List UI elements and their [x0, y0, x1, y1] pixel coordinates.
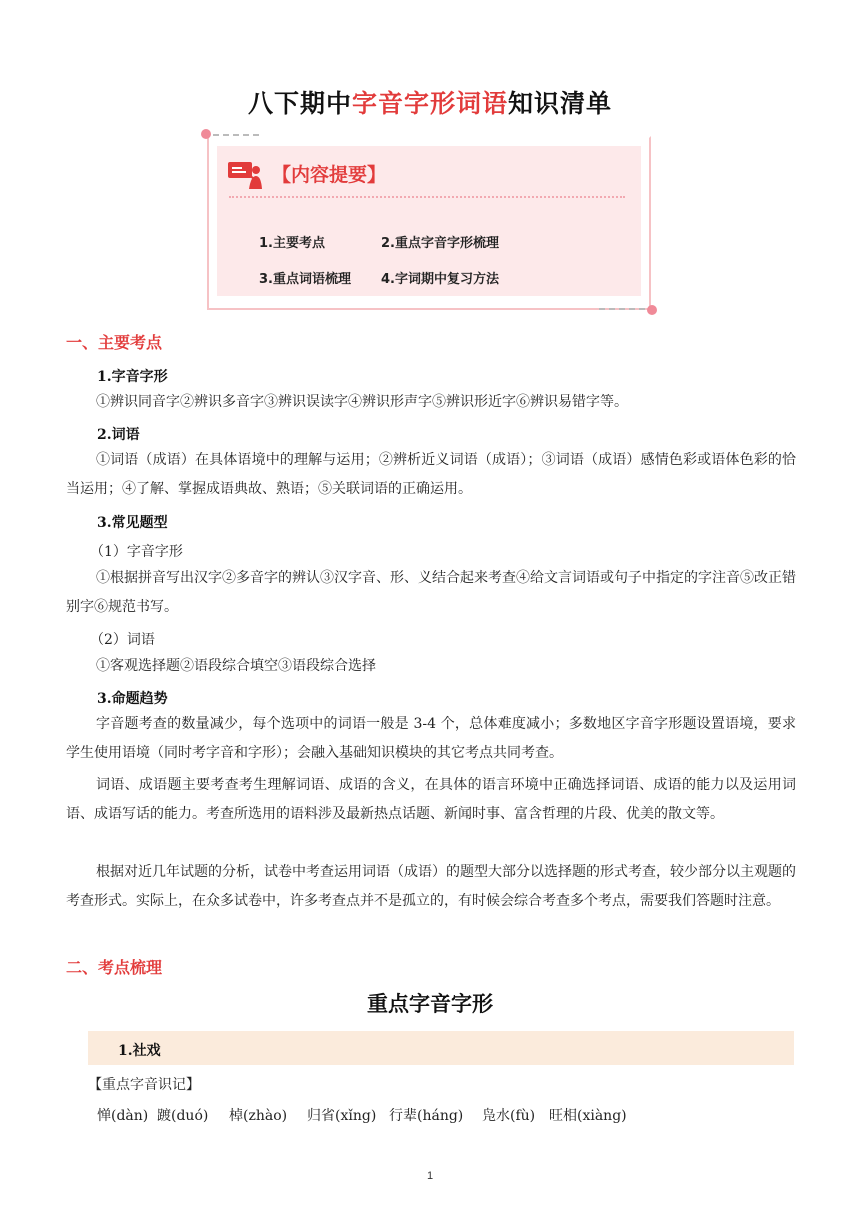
- paragraph: ①客观选择题②语段综合填空③语段综合选择: [96, 658, 376, 674]
- paragraph: ①辨识同音字②辨识多音字③辨识误读字④辨识形声字⑤辨识形近字⑥辨识易错字等。: [96, 394, 628, 410]
- page-title: [0, 84, 860, 120]
- toc-item: 3.重点词语梳理: [259, 272, 351, 287]
- word-item: 棹(zhào): [229, 1108, 288, 1124]
- paragraph: 词语、成语题主要考查考生理解词语、成语的含义，在具体的语言环境中正确选择词语、成语的能力以及运用词语、成语写话的能力。考查所选用的语料涉及最新热点话题、新闻时事、富含哲理的片段、优美的散文等。: [66, 777, 796, 822]
- subsection-title: 2.词语: [97, 427, 140, 443]
- word-item: 旺相(xiàng): [549, 1108, 627, 1124]
- page-number: 1: [426, 1170, 434, 1182]
- paragraph: 字音题考查的数量减少，每个选项中的词语一般是 3-4 个，总体难度减小；多数地区字音字形题设置语境，要求学生使用语境（同时考字音和字形）；会融入基础知识模块的其它考点共同考查。: [66, 716, 796, 761]
- title-part: 八下期中: [247, 89, 352, 118]
- memo-label: 【重点字音识记】: [88, 1077, 200, 1093]
- question-type-label: （1）字音字形: [90, 544, 183, 560]
- paragraph: 根据对近几年试题的分析，试卷中考查运用词语（成语）的题型大部分以选择题的形式考查，较少部分以主观题的考查形式。实际上，在众多试卷中，许多考查点并不是孤立的，有时候会综合考查多个考点，需要我们答题时注意。: [66, 864, 796, 909]
- lesson-title: 1.社戏: [118, 1043, 161, 1059]
- dashed-line: [599, 308, 645, 310]
- decor-dot: [201, 129, 211, 139]
- paragraph: ①词语（成语）在具体语境中的理解与运用；②辨析近义词语（成语）；③词语（成语）感情色彩或语体色彩的恰当运用；④了解、掌握成语典故、熟语；⑤关联词语的正确运用。: [66, 452, 796, 497]
- presenter-icon: [227, 160, 263, 190]
- summary-panel: [217, 146, 641, 296]
- lesson-band: [88, 1031, 794, 1065]
- toc-item: 1.主要考点: [259, 236, 325, 251]
- content-summary-box: [203, 132, 655, 312]
- subsection-title: 3.命题趋势: [97, 691, 168, 707]
- paragraph: ①根据拼音写出汉字②多音字的辨认③汉字音、形、义结合起来考查④给文言词语或句子中指定的字注音⑤改正错别字⑥规范书写。: [66, 570, 796, 615]
- title-part: 知识清单: [508, 89, 613, 118]
- word-item: 惮(dàn): [97, 1108, 149, 1124]
- word-item: 踱(duó): [157, 1108, 209, 1124]
- word-item: 归省(xǐng): [307, 1108, 377, 1124]
- summary-heading: 【内容提要】: [272, 164, 387, 186]
- title-highlight: 字音字形词语: [351, 89, 508, 118]
- section-heading: 二、考点梳理: [66, 958, 163, 977]
- word-item: 凫水(fù): [482, 1108, 536, 1124]
- dashed-line: [213, 134, 259, 136]
- toc-item: 4.字词期中复习方法: [381, 272, 499, 287]
- dotted-divider: [229, 196, 625, 198]
- subsection-title: 1.字音字形: [97, 369, 168, 385]
- word-item: 行辈(háng): [389, 1108, 464, 1124]
- question-type-label: （2）词语: [90, 632, 155, 648]
- decor-dot: [647, 305, 657, 315]
- section-title: 重点字音字形: [367, 991, 493, 1016]
- toc-item: 2.重点字音字形梳理: [381, 236, 499, 251]
- subsection-title: 3.常见题型: [97, 515, 168, 531]
- section-heading: 一、主要考点: [66, 333, 163, 352]
